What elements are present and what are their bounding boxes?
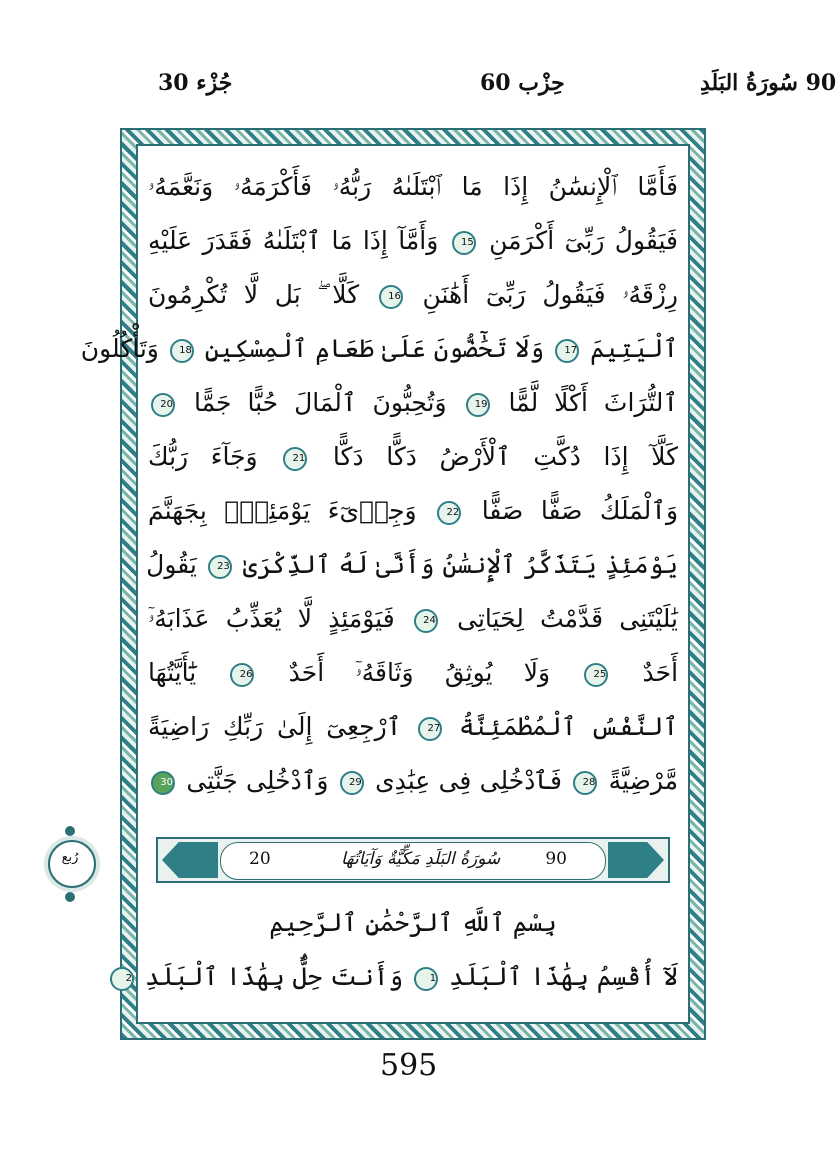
ayah-number-marker: 18 — [170, 339, 194, 363]
ayah-number-marker: 21 — [283, 447, 307, 471]
verse-text: وَتُحِبُّونَ ٱلْمَالَ حُبًّا جَمًّا — [193, 388, 447, 417]
rub-margin-marker — [44, 826, 96, 906]
banner-ornament-right — [608, 842, 664, 878]
ayah-count: 20 — [249, 849, 271, 869]
banner-body — [220, 842, 606, 880]
text-line-3 — [148, 268, 678, 322]
verse-text: وَأَمَّآ إِذَا مَا ٱبْتَلَىٰهُ فَقَدَرَ عَلَيْهِ — [148, 226, 439, 255]
ayah-number-marker: 27 — [418, 717, 442, 741]
verse-text: كَلَّآ إِذَا دُكَّتِ ٱلْأَرْضُ دَكًّا دَكًّا — [332, 442, 679, 471]
marker-bottom-dot — [65, 892, 75, 902]
text-line-2 — [148, 214, 678, 268]
verse-text: وَأَنتَ حِلٌّۢ بِهَٰذَا ٱلْبَلَدِ — [144, 962, 404, 991]
ayah-number-marker: 1 — [414, 967, 438, 991]
verse-text: وَٱلْمَلَكُ صَفًّا صَفًّا — [481, 496, 679, 525]
bismillah-line — [148, 896, 678, 950]
verse-text: ٱرْجِعِىٓ إِلَىٰ رَبِّكِ رَاضِيَةً — [148, 712, 402, 741]
ayah-number-marker: 28 — [573, 771, 597, 795]
verse-text: يَقُولُ — [146, 550, 197, 579]
verse-text: فَأَمَّا ٱلْإِنسَٰنُ إِذَا مَا ٱبْتَلَىٰهُ رَبُّهُۥ فَأَكْرَمَهُۥ وَنَعَّمَهُۥ — [148, 172, 678, 201]
juz-label: جُزْء 30 — [158, 70, 233, 96]
verse-text: مَّرْضِيَّةً — [608, 766, 679, 795]
verse-text: كَلَّا ۖ بَل لَّا تُكْرِمُونَ — [148, 280, 360, 309]
ayah-number-marker: 17 — [555, 339, 579, 363]
page-header — [120, 70, 836, 110]
surah-title-banner — [156, 837, 670, 883]
quran-text-area — [80, 154, 679, 1014]
ayah-number-marker: 19 — [466, 393, 490, 417]
text-line-1 — [148, 160, 678, 214]
text-line-9 — [148, 592, 678, 646]
ayah-number-marker: 29 — [340, 771, 364, 795]
verse-text: فَيَوْمَئِذٍ لَّا يُعَذِّبُ عَذَابَهُۥٓ — [148, 604, 395, 633]
verse-text: أَحَدٌ — [642, 658, 679, 687]
surah-number: 90 — [545, 849, 567, 869]
ayah-number-marker: 2 — [110, 967, 134, 991]
text-line-6 — [148, 430, 678, 484]
ayah-number-marker: 22 — [437, 501, 461, 525]
verse-text: فَيَقُولُ رَبِّىٓ أَكْرَمَنِ — [489, 226, 678, 255]
verse-text: وَلَا تَحَٰٓضُّونَ عَلَىٰ طَعَامِ ٱلْمِسْكِينِ — [204, 334, 545, 363]
ayah-number-marker: 25 — [584, 663, 608, 687]
verse-text: رِزْقَهُۥ فَيَقُولُ رَبِّىٓ أَهَٰنَنِ — [422, 280, 679, 309]
ayah-number-marker: 24 — [414, 609, 438, 633]
verse-text: ٱلنَّفْسُ ٱلْمُطْمَئِنَّةُ — [459, 712, 678, 741]
verse-text: ٱلتُّرَاثَ أَكْلًا لَّمًّا — [508, 388, 679, 417]
ayah-number-marker: 15 — [452, 231, 476, 255]
surah-header-label: 90 سُورَةُ البَلَدِ — [700, 70, 836, 96]
hizb-label: حِزْب 60 — [480, 70, 565, 96]
page-frame — [80, 128, 706, 1040]
text-line-10 — [148, 646, 678, 700]
text-line-5 — [148, 376, 678, 430]
verse-text: ٱلْيَتِيمَ — [590, 334, 678, 363]
ayah-number-marker: 16 — [379, 285, 403, 309]
surah-title: سُورَةُ البَلَدِ مَكِّيَّةٌ وَآيَاتُهَا — [341, 849, 501, 869]
text-line-4 — [80, 322, 678, 376]
ayah-number-marker: 23 — [208, 555, 232, 579]
bismillah-text: بِسْمِ ٱللَّهِ ٱلرَّحْمَٰنِ ٱلرَّحِيمِ — [269, 908, 557, 937]
rub-label: رُبع — [61, 850, 79, 865]
verse-text: يَوْمَئِذٍ يَتَذَكَّرُ ٱلْإِنسَٰنُ وَأَنَّىٰ لَهُ ٱلذِّكْرَىٰ — [242, 550, 678, 579]
verse-text: فَٱدْخُلِى فِى عِبَٰدِى — [375, 766, 562, 795]
ayah-number-marker-final: 30 — [151, 771, 175, 795]
verse-text: وَجَآءَ رَبُّكَ — [148, 442, 258, 471]
verse-text: وَجِا۟ىٓءَ يَوْمَئِذٍۭ بِجَهَنَّمَ — [148, 496, 417, 525]
text-line-11 — [148, 700, 678, 754]
ayah-number-marker: 20 — [151, 393, 175, 417]
verse-text: وَٱدْخُلِى جَنَّتِى — [186, 766, 329, 795]
verse-text: وَتَأْكُلُونَ — [80, 334, 159, 363]
banner-ornament-left — [162, 842, 218, 878]
verse-text: يَٰٓأَيَّتُهَا — [148, 658, 197, 687]
text-line-8 — [148, 538, 678, 592]
ayah-number-marker: 26 — [230, 663, 254, 687]
verse-text: وَلَا يُوثِقُ وَثَاقَهُۥٓ أَحَدٌ — [288, 658, 551, 687]
text-line-last — [125, 950, 678, 1004]
verse-text: لَآ أُقْسِمُ بِهَٰذَا ٱلْبَلَدِ — [449, 962, 678, 991]
text-line-7 — [148, 484, 678, 538]
text-line-12 — [148, 754, 678, 808]
verse-text: يَٰلَيْتَنِى قَدَّمْتُ لِحَيَاتِى — [457, 604, 679, 633]
page-number: 595 — [380, 1048, 438, 1083]
marker-top-dot — [65, 826, 75, 836]
